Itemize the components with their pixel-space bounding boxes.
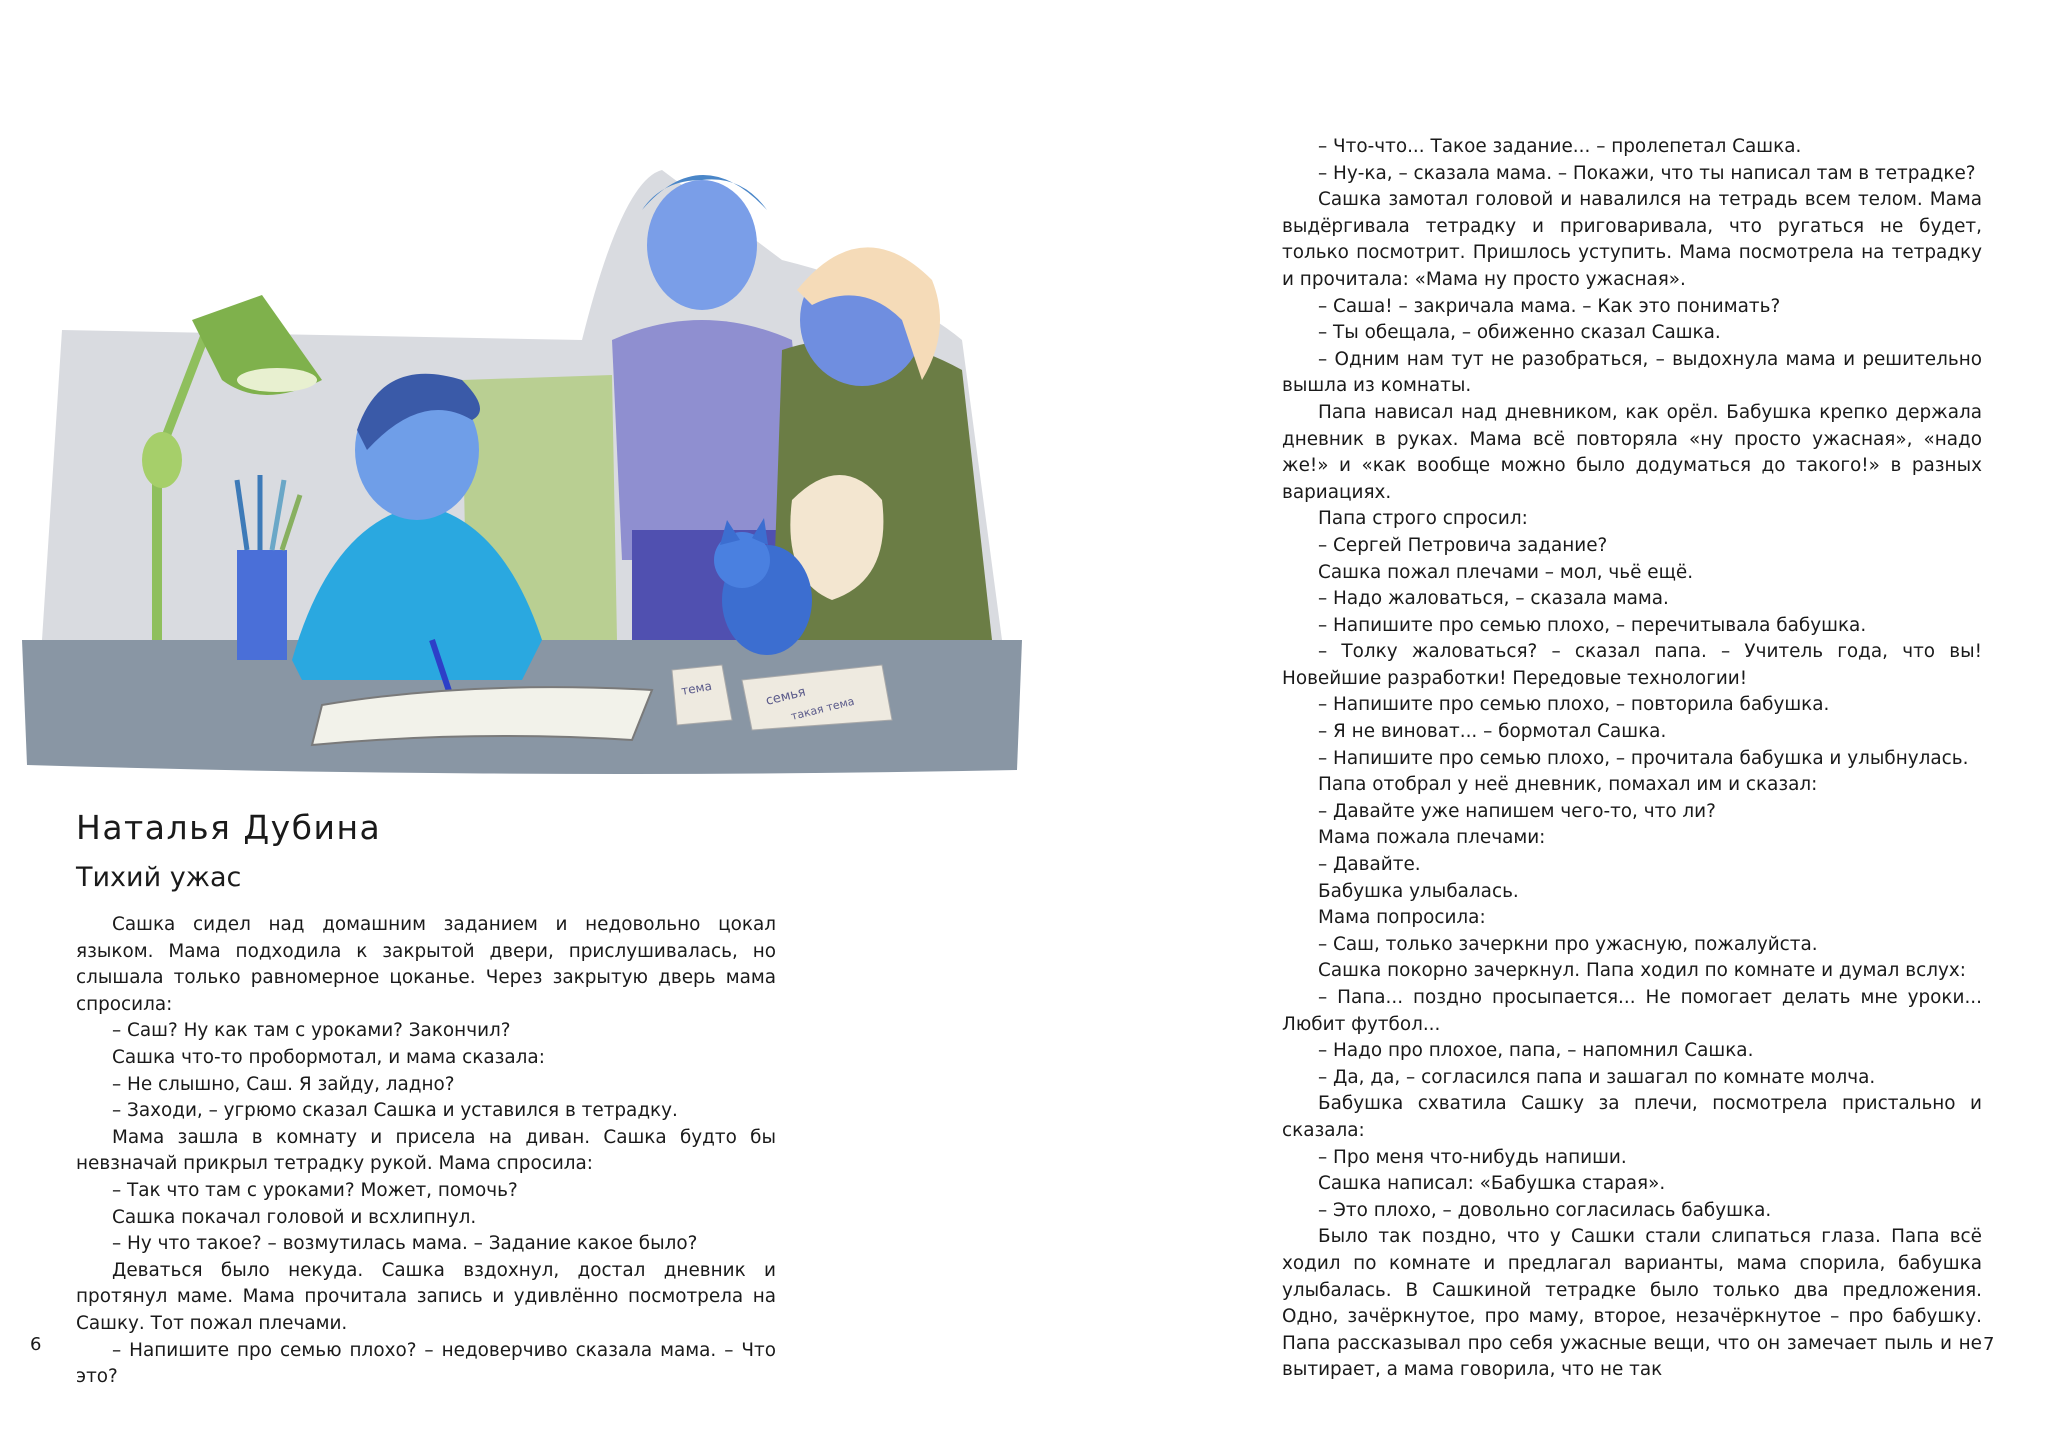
note-label-3: такая тема	[789, 694, 856, 723]
paragraph: – Так что там с уроками? Может, помочь?	[112, 1179, 518, 1201]
paragraph: – Толку жаловаться? – сказал папа. – Учитель года, что вы! Новейшие разработки! Передовые технологии!	[1282, 641, 1982, 689]
paragraph: Бабушка улыбалась.	[1318, 880, 1519, 902]
paragraph: – Давайте уже напишем чего-то, что ли?	[1318, 800, 1716, 822]
paragraph: – Папа... поздно просыпается... Не помогает делать мне уроки... Любит футбол...	[1282, 987, 1982, 1035]
paragraph: – Саша! – закричала мама. – Как это понимать?	[1318, 295, 1781, 317]
right-page-text	[1282, 134, 1982, 1384]
author-name: Наталья Дубина	[76, 808, 382, 847]
paragraph: – Одним нам тут не разобраться, – выдохнула мама и решительно вышла из комнаты.	[1282, 348, 1982, 397]
paragraph: – Я не виноват... – бормотал Сашка.	[1318, 721, 1667, 743]
paragraph: – Про меня что-нибудь напиши.	[1318, 1146, 1627, 1168]
paragraph: Сашка покорно зачеркнул. Папа ходил по комнате и думал вслух:	[1318, 960, 1966, 982]
paragraph: Сашка написал: «Бабушка старая».	[1318, 1173, 1666, 1195]
paragraph: – Ну что такое? – возмутилась мама. – Задание какое было?	[112, 1233, 698, 1255]
paragraph: – Напишите про семью плохо, – повторила бабушка.	[1318, 694, 1830, 716]
paragraph: – Не слышно, Саш. Я зайду, ладно?	[112, 1073, 455, 1095]
paragraph: Сашка замотал головой и навалился на тетрадь всем телом. Мама выдёргивала тетрадку и приговаривала, что ругаться не будет, только посмотрит. Пришлось уступить. Мама посмотрела на тетрадку и прочитала: «Мама ну просто ужасная».	[1282, 189, 1982, 290]
paragraph: Сашка пожал плечами – мол, чьё ещё.	[1318, 561, 1694, 583]
paragraph: Сашка покачал головой и всхлипнул.	[112, 1206, 477, 1228]
note-label-1: тема	[680, 678, 713, 698]
paragraph: Мама пожала плечами:	[1318, 827, 1546, 849]
paragraph: Мама зашла в комнату и присела на диван. Сашка будто бы невзначай прикрыл тетрадку рукой. Мама спросила:	[76, 1126, 776, 1175]
left-page-text	[76, 912, 776, 1391]
paragraph: Было так поздно, что у Сашки стали слипаться глаза. Папа всё ходил по комнате и предлагал варианты, мама спорила, бабушка улыбалась. В Сашкиной тетрадке было только два предложения. Одно, зачёркнутое, про маму, второе, незачёркнутое – про бабушку. Папа рассказывал про себя ужасные вещи, что он замечает пыль и не вытирает, а мама говорила, что не так	[1282, 1226, 1982, 1381]
paragraph: – Что-что... Такое задание... – пролепетал Сашка.	[1318, 136, 1802, 157]
paragraph: Бабушка схватила Сашку за плечи, посмотрела пристально и сказала:	[1282, 1093, 1982, 1141]
paragraph: – Заходи, – угрюмо сказал Сашка и уставился в тетрадку.	[112, 1100, 678, 1122]
paragraph: – Напишите про семью плохо, – перечитывала бабушка.	[1318, 614, 1867, 636]
paragraph: Сашка что-то пробормотал, и мама сказала:	[112, 1046, 545, 1068]
paragraph: – Ну-ка, – сказала мама. – Покажи, что ты написал там в тетрадке?	[1318, 162, 1976, 184]
page-number-left: 6	[30, 1334, 42, 1355]
page-number-right: 7	[1983, 1334, 1995, 1355]
paragraph: Папа нависал над дневником, как орёл. Бабушка крепко держала дневник в руках. Мама всё повторяла «ну просто ужасная», «надо же!» и «как вообще можно было додуматься до такого!» в разных вариациях.	[1282, 401, 1982, 503]
paragraph: – Да, да, – согласился папа и зашагал по комнате молча.	[1318, 1066, 1876, 1088]
paragraph: – Надо про плохое, папа, – напомнил Сашка.	[1318, 1040, 1754, 1062]
right-page	[1024, 0, 2048, 1449]
family-homework-illustration	[22, 80, 1022, 780]
paragraph: – Саш, только зачеркни про ужасную, пожалуйста.	[1318, 933, 1818, 955]
paragraph: Деваться было некуда. Сашка вздохнул, достал дневник и протянул маме. Мама прочитала запись и удивлённо посмотрела на Сашку. Тот пожал плечами.	[76, 1259, 776, 1334]
paragraph: – Сергей Петровича задание?	[1318, 534, 1608, 556]
paragraph: – Ты обещала, – обиженно сказал Сашка.	[1318, 322, 1721, 344]
paragraph: – Это плохо, – довольно согласилась бабушка.	[1318, 1199, 1772, 1221]
paragraph: Папа строго спросил:	[1318, 508, 1528, 530]
paragraph: Мама попросила:	[1318, 907, 1486, 929]
paragraph: – Надо жаловаться, – сказала мама.	[1318, 588, 1669, 610]
note-label-2: семья	[764, 684, 808, 709]
paragraph: – Напишите про семью плохо, – прочитала бабушка и улыбнулась.	[1318, 747, 1969, 769]
paragraph: – Давайте.	[1318, 854, 1421, 876]
paragraph: Сашка сидел над домашним заданием и недовольно цокал языком. Мама подходила к закрытой двери, прислушивалась, но слышала только равномерное цоканье. Через закрытую дверь мама спросила:	[76, 914, 776, 1015]
paragraph: – Напишите про семью плохо? – недоверчиво сказала мама. – Что это?	[76, 1339, 776, 1388]
paragraph: – Саш? Ну как там с уроками? Закончил?	[112, 1020, 511, 1042]
paragraph: Папа отобрал у неё дневник, помахал им и сказал:	[1318, 774, 1818, 796]
story-title: Тихий ужас	[76, 862, 242, 893]
